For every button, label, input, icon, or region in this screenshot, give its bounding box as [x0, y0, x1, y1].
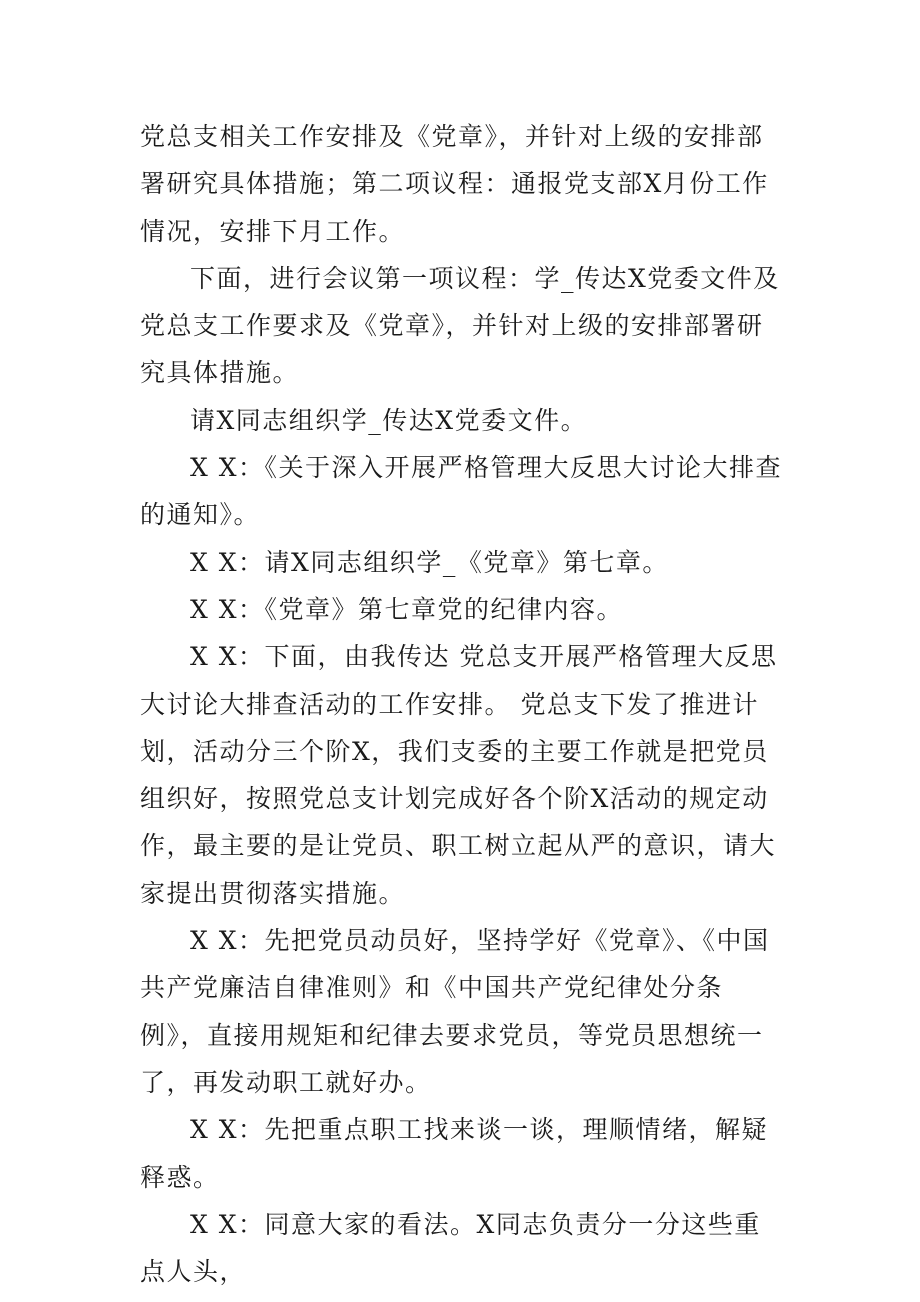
paragraph-mobilize-members: X X：先把党员动员好，坚持学好《党章》、《中国共产党廉洁自律准则》和《中国共产党纪律处分条例》，直接用规矩和纪律去要求党员，等党员思想统一了，再发动职工就好办。 [140, 926, 770, 1097]
paragraph-notice-title: X X：《关于深入开展严格管理大反思大讨论大排查的通知》。 [140, 453, 783, 530]
paragraph-request-study: 请X同志组织学_传达X党委文件。 [190, 405, 588, 435]
paragraph-agenda-item-one: 下面，进行会议第一项议程：学_传达X党委文件及 党总支工作要求及《党章》，并针对上级的安排部署研究具体措施。 [140, 263, 780, 388]
paragraph-talk-with-staff: X X：先把重点职工找来谈一谈，理顺情绪，解疑释惑。 [140, 1115, 769, 1192]
paragraph-chapter-seven-content: X X：《党章》第七章党的纪律内容。 [190, 594, 624, 624]
paragraph-continuation: 党总支相关工作安排及《党章》，并针对上级的安排部署研究具体措施；第二项议程：通报党支部X月份工作情况，安排下月工作。 [140, 122, 769, 246]
document-body [140, 113, 785, 1295]
paragraph-agree-views: X X：同意大家的看法。X同志负责分一分这些重点人头， [140, 1209, 761, 1287]
paragraph-work-arrangement: X X：下面，由我传达 党总支开展严格管理大反思大讨论大排查活动的工作安排。 党总支下发了推进计划，活动分三个阶X，我们支委的主要工作就是把党员组织好，按照党总支计划完成好各个阶X活动的规定动作，最主要的是让党员、职工树立起从严的意识，请大家提出贯彻落实措施。 [140, 642, 778, 908]
paragraph-study-chapter-seven: X X：请X同志组织学_《党章》第七章。 [190, 547, 669, 577]
